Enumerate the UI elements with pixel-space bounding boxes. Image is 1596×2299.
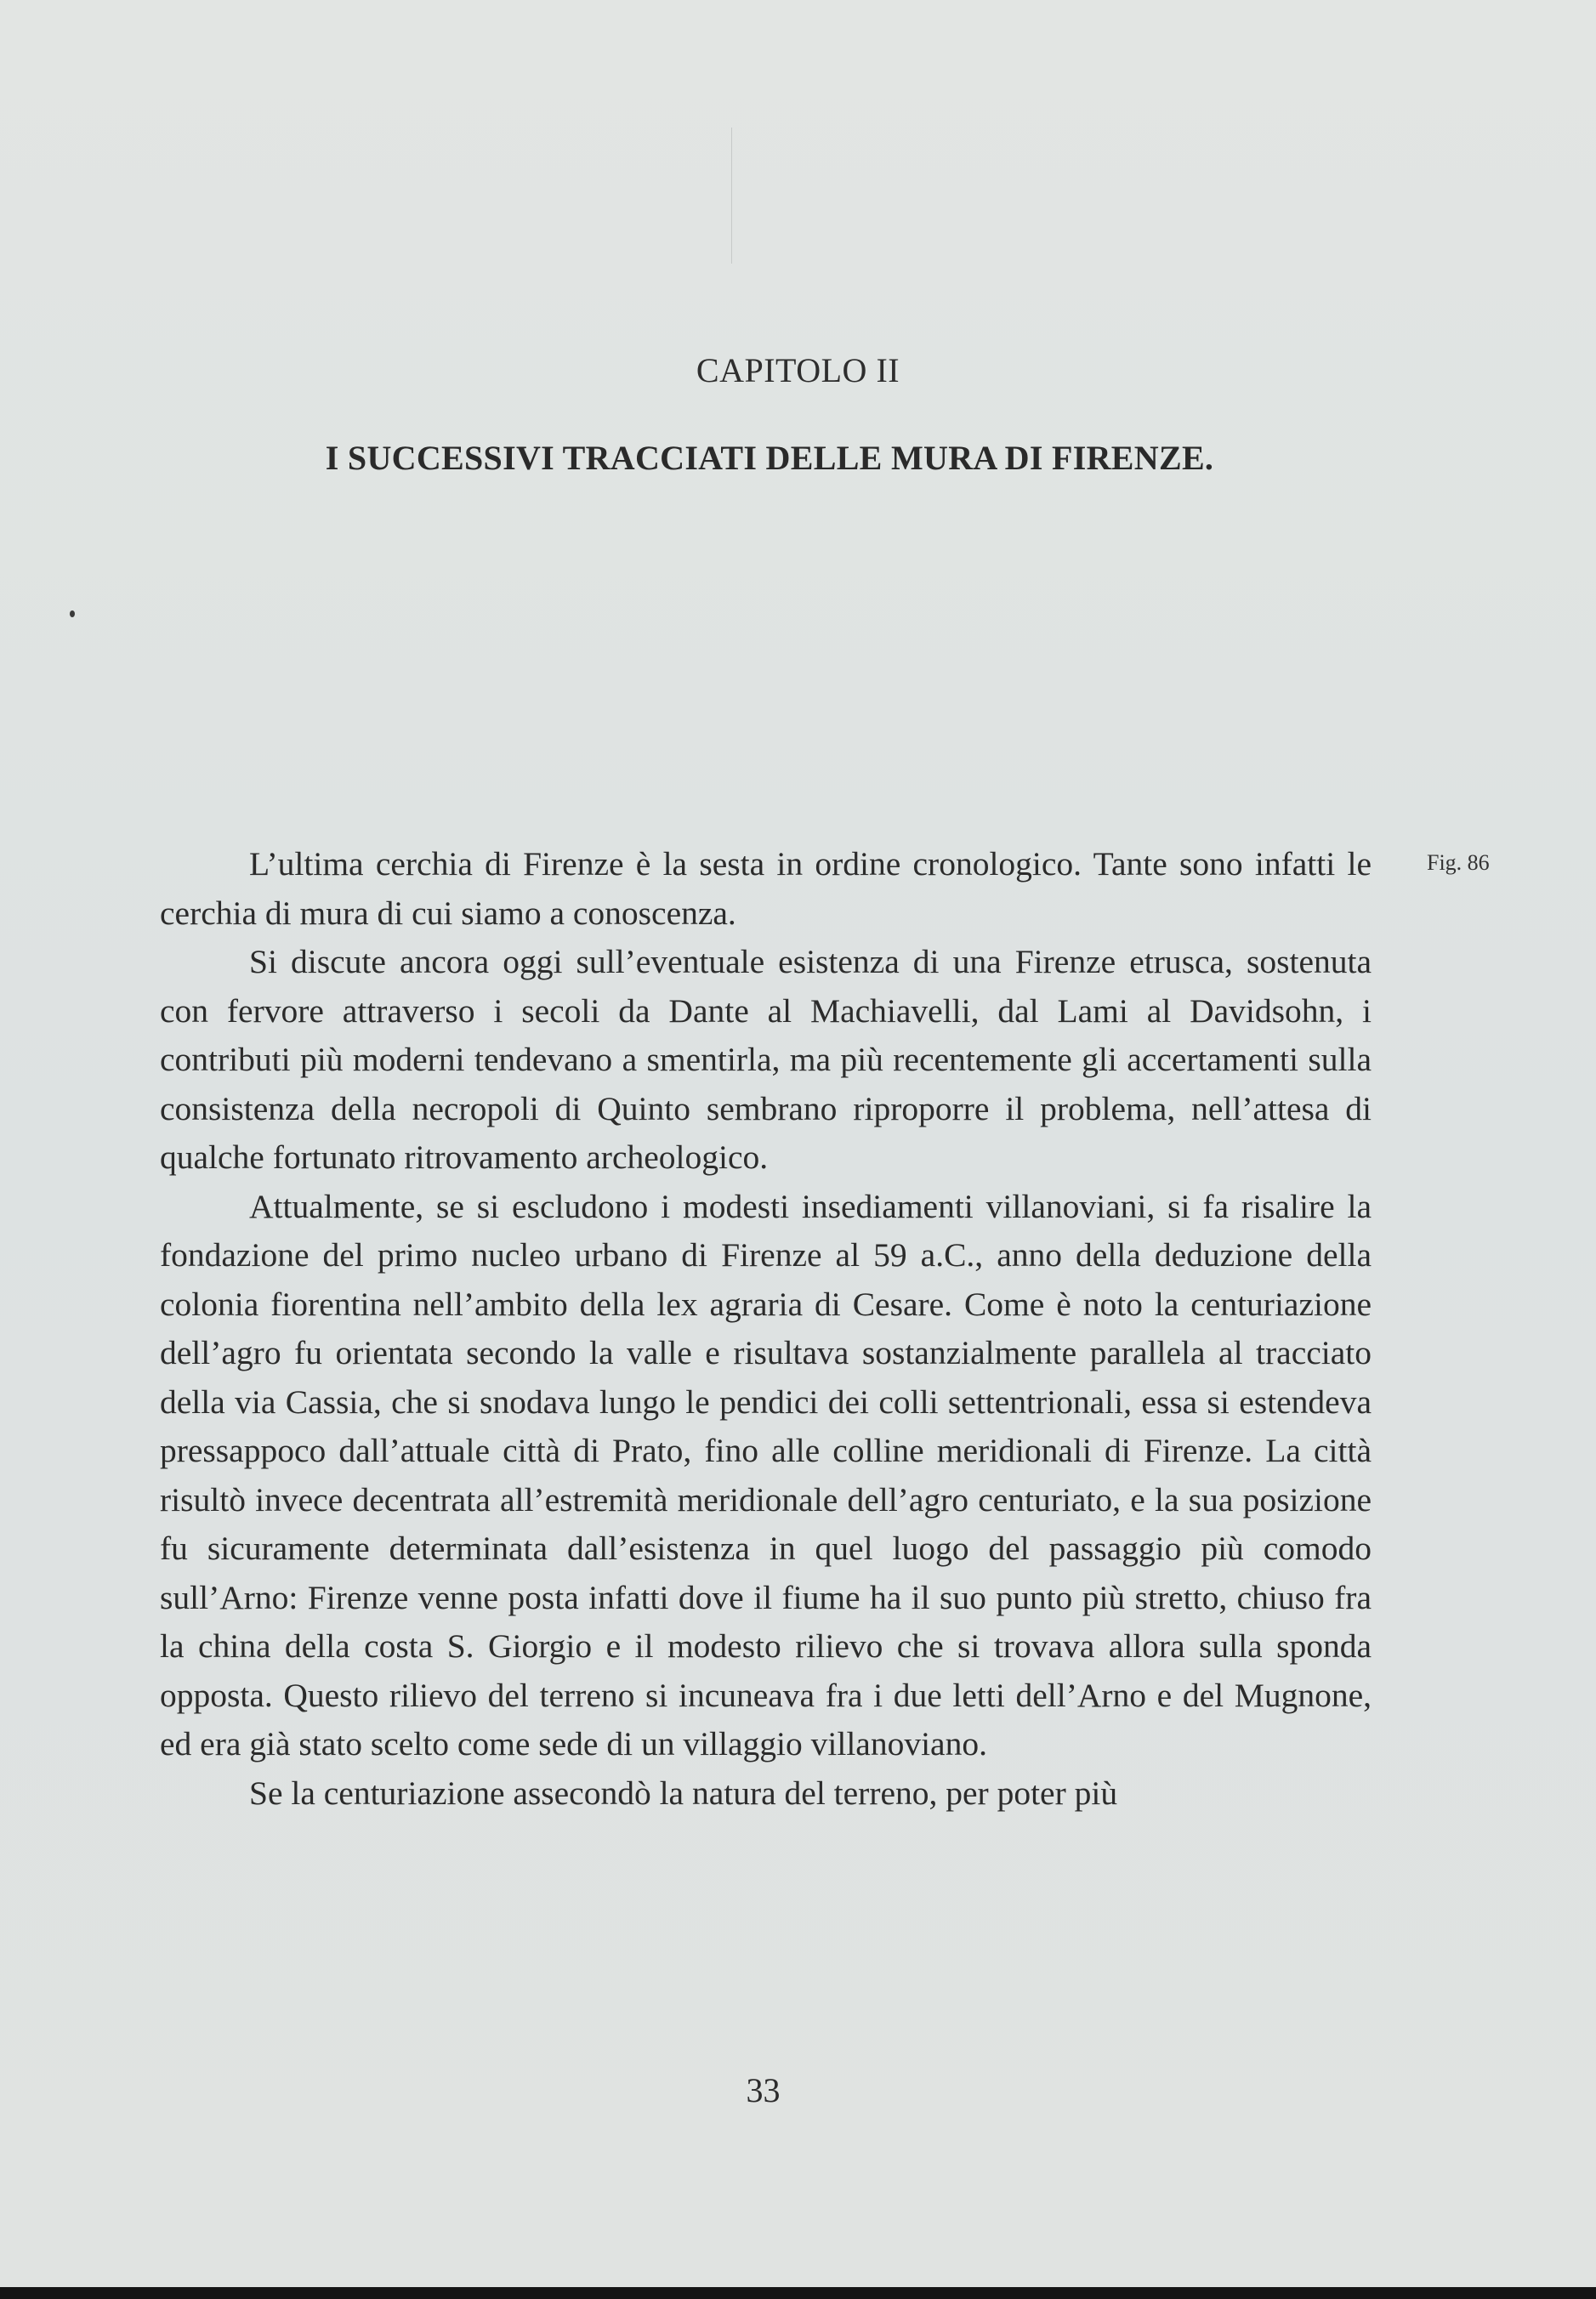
paper-crease [731,128,732,264]
page-number: 33 [746,2071,781,2109]
paragraph: Attualmente, se si escludono i modesti insediamenti villanoviani, si fa risalire la fondazione del primo nucleo urbano di Firenze al 59 a.C., anno della deduzione della colonia fiorentina nell’ambito della lex agraria di Cesare. Come è noto la centuriazione dell’agro fu orientata secondo la valle e risultava sostanzialmente parallela al tracciato della via Cassia, che si snodava lungo le pendici dei colli settentrionali, essa si estendeva pressappoco dall’attuale città di Prato, fino alle colline meridionali di Firenze. La città risultò invece decentrata all’estremità meridionale dell’agro centuriato, e la sua posizione fu sicuramente determinata dall’esistenza in quel luogo del passaggio più comodo sull’Arno: Firenze venne posta infatti dove il fiume ha il suo punto più stretto, chiuso fra la china della costa S. Giorgio e il modesto rilievo che si trovava allora sulla sponda opposta. Questo rilievo del terreno si incuneava fra i due letti dell’Arno e del Mugnone, ed era già stato scelto come sede di un villaggio villanoviano. [160,1187,1372,1763]
chapter-label: CAPITOLO II [696,351,900,389]
scan-bottom-edge [0,2287,1596,2299]
chapter-title: I SUCCESSIVI TRACCIATI DELLE MURA DI FIRENZE. [325,439,1214,477]
ink-speck [70,610,75,617]
figure-reference: Fig. 86 [1427,850,1490,875]
paragraph: Se la centuriazione assecondò la natura del terreno, per poter più [249,1774,1118,1812]
paragraph: L’ultima cerchia di Firenze è la sesta in ordine cronologico. Tante sono infatti le cerchia di mura di cui siamo a conoscenza. [160,845,1372,932]
paragraph: Si discute ancora oggi sull’eventuale esistenza di una Firenze etrusca, sostenuta con fervore attraverso i secoli da Dante al Machiavelli, dal Lami al Davidsohn, i contributi più moderni tendevano a smentirla, ma più recentemente gli accertamenti sulla consistenza della necropoli di Quinto sembrano riproporre il problema, nell’attesa di qualche fortunato ritrovamento archeologico. [160,943,1372,1176]
body-text [160,840,1372,1818]
